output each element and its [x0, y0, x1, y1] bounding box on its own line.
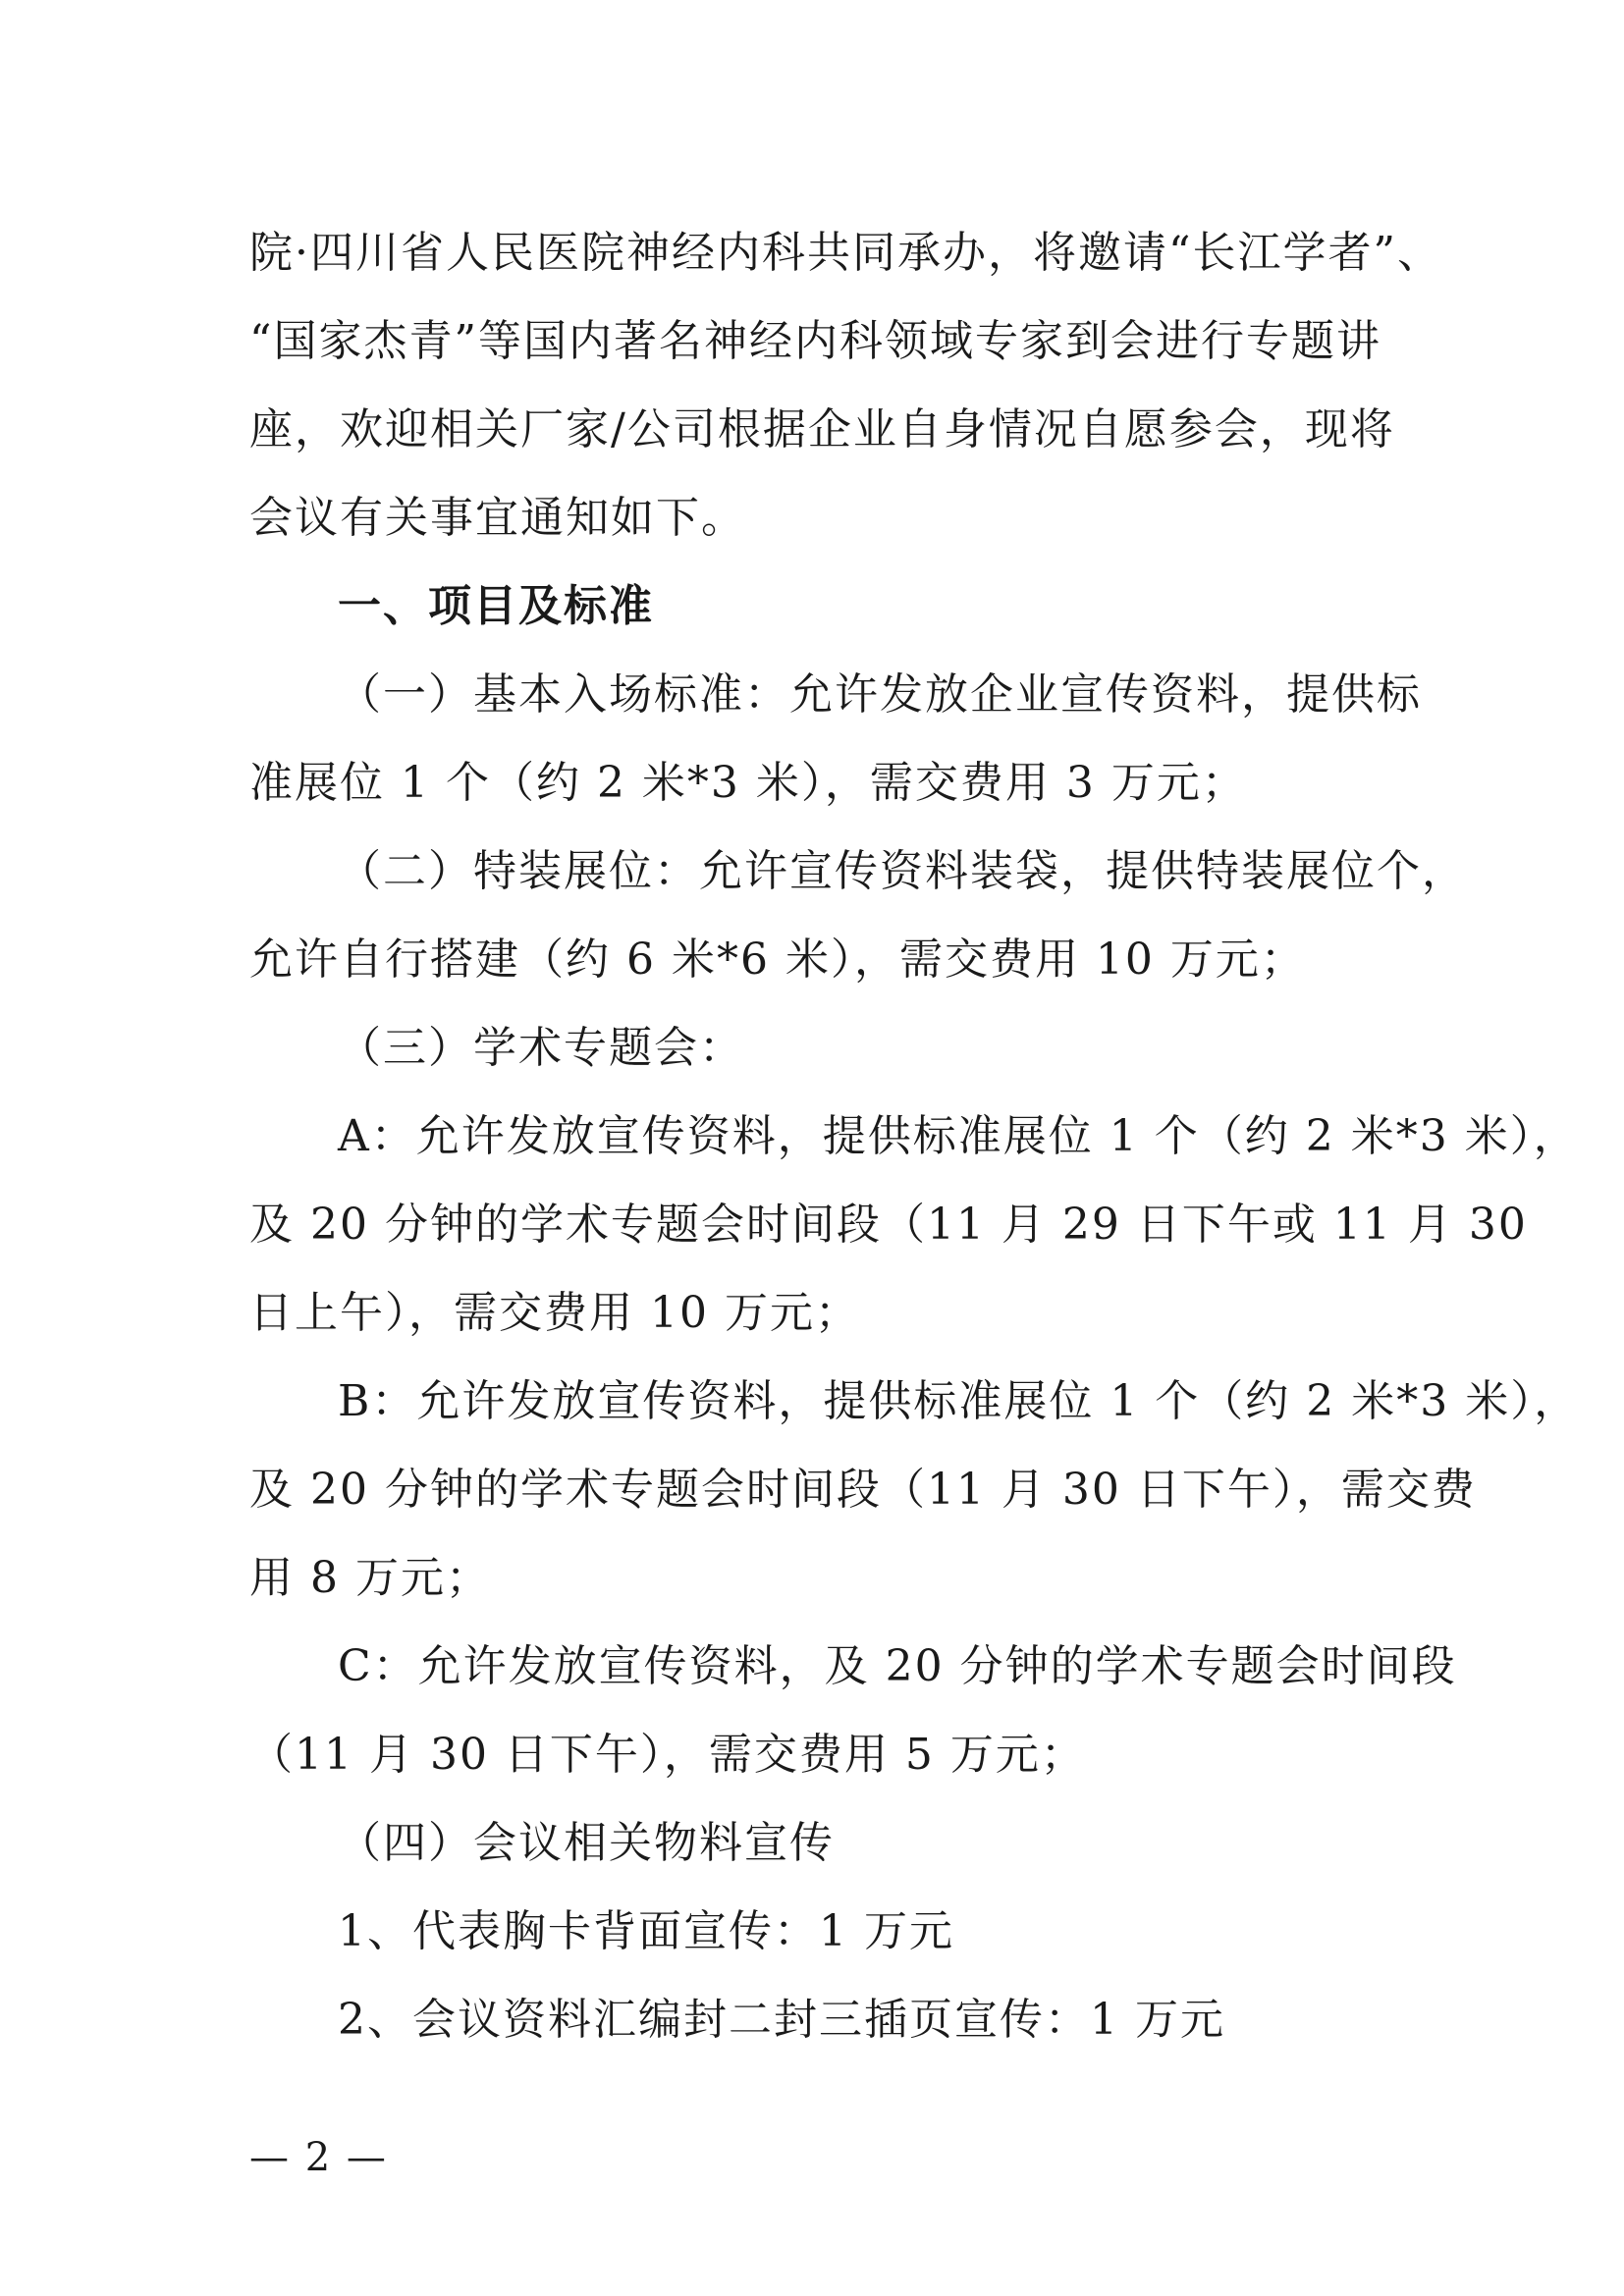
paragraph-line: A：允许发放宣传资料，提供标准展位 1 个（约 2 米*3 米），: [338, 1111, 1579, 1161]
paragraph-line: 日上午），需交费用 10 万元；: [249, 1288, 860, 1338]
paragraph-line: （二）特装展位：允许宣传资料装袋，提供特装展位个，: [338, 846, 1467, 896]
paragraph-line: “国家杰青”等国内著名神经内科领域专家到会进行专题讲: [249, 316, 1381, 366]
paragraph-line: 及 20 分钟的学术专题会时间段（11 月 29 日下午或 11 月 30: [249, 1200, 1528, 1250]
paragraph-line: （三）学术专题会：: [338, 1023, 744, 1073]
paragraph-line: 1、代表胸卡背面宣传：1 万元: [338, 1906, 954, 1956]
paragraph-line: C：允许发放宣传资料，及 20 分钟的学术专题会时间段: [338, 1641, 1457, 1691]
section-heading: 一、项目及标准: [338, 581, 654, 631]
paragraph-line: （一）基本入场标准：允许发放企业宣传资料，提供标: [338, 669, 1422, 720]
paragraph-line: 准展位 1 个（约 2 米*3 米），需交费用 3 万元；: [249, 758, 1247, 808]
paragraph-line: 及 20 分钟的学术专题会时间段（11 月 30 日下午），需交费: [249, 1465, 1477, 1515]
paragraph-line: 允许自行搭建（约 6 米*6 米），需交费用 10 万元；: [249, 934, 1306, 985]
paragraph-line: 用 8 万元；: [249, 1553, 491, 1603]
paragraph-line: 座，欢迎相关厂家/公司根据企业自身情况自愿参会，现将: [249, 404, 1395, 454]
paragraph-line: （四）会议相关物料宣传: [338, 1818, 835, 1868]
page-number: — 2 —: [249, 2135, 388, 2180]
paragraph-line: B：允许发放宣传资料，提供标准展位 1 个（约 2 米*3 米），: [338, 1376, 1580, 1426]
paragraph-line: 会议有关事宜通知如下。: [249, 493, 746, 543]
paragraph-line: 院·四川省人民医院神经内科共同承办，将邀请“长江学者”、: [249, 228, 1442, 278]
paragraph-line: 2、会议资料汇编封二封三插页宣传：1 万元: [338, 1995, 1225, 2045]
paragraph-line: （11 月 30 日下午），需交费用 5 万元；: [249, 1730, 1086, 1780]
